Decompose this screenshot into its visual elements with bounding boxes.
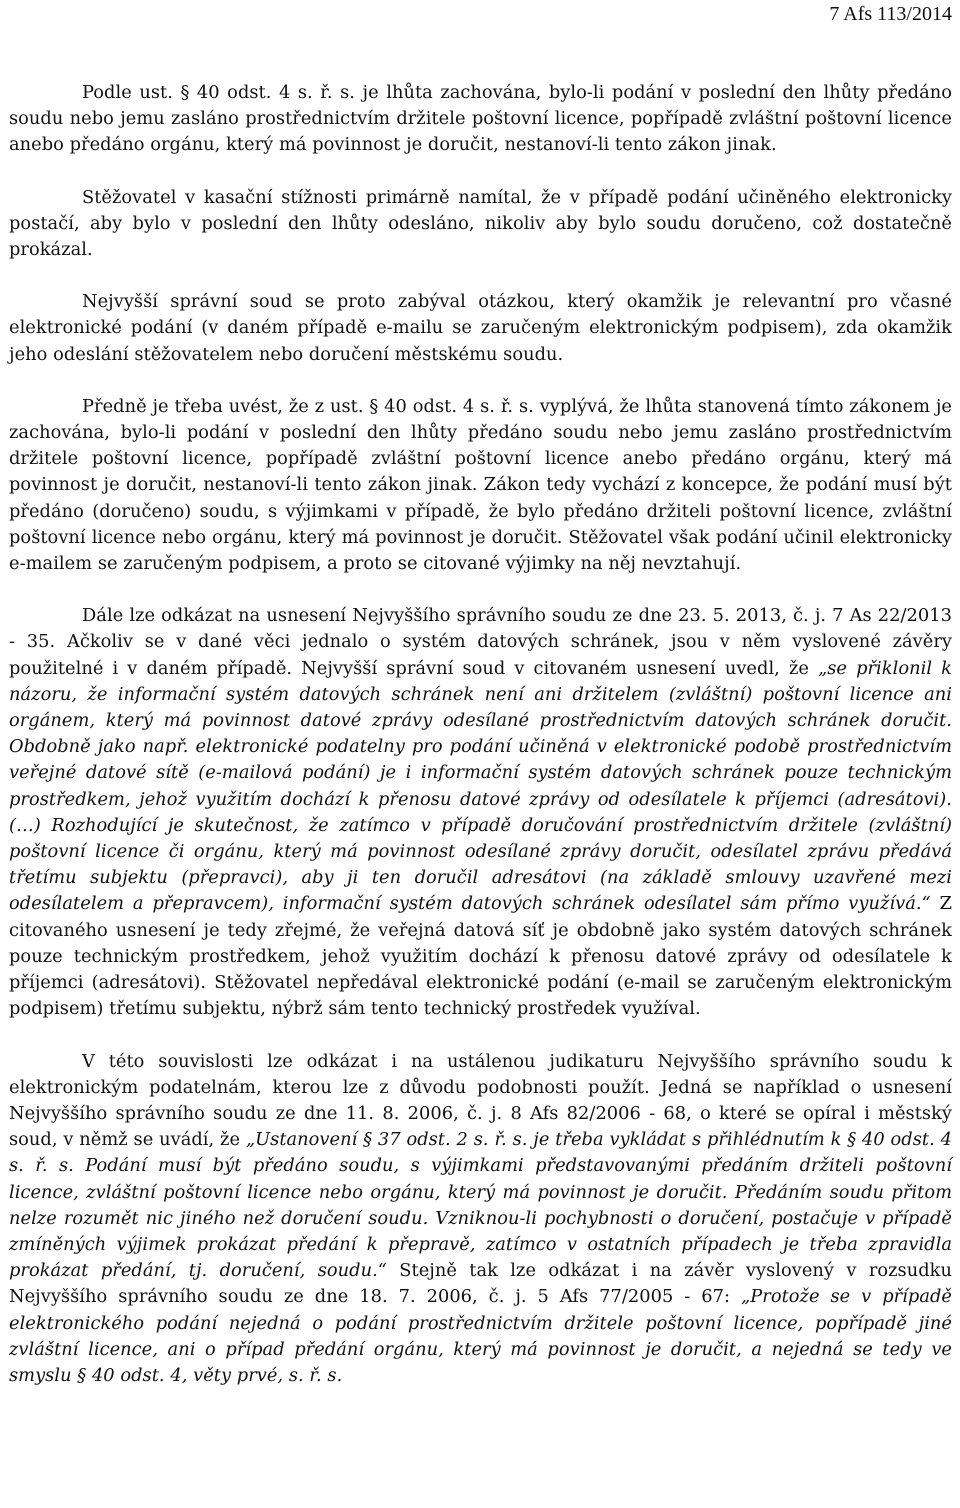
paragraph-section-40-citation: [9, 80, 952, 159]
text-segment: Nejvyšší správní soud se proto zabýval otázkou, který okamžik je relevantní pro včasné elektronické podání (v daném případě e-mailu se zaručeným elektronickým podpisem), zda okamžik jeho odeslání stěžovatelem nebo doručení městskému soudu.: [9, 291, 952, 365]
text-segment: Předně je třeba uvést, že z ust. § 40 odst. 4 s. ř. s. vyplývá, že lhůta stanovená tímto zákonem je zachována, bylo-li podání v poslední den lhůty předáno soudu nebo jemu zasláno prostřednictvím držitele poštovní licence, popřípadě zvláštní poštovní licence anebo předáno orgánu, který má povinnost je doručit, nestanoví-li tento zákon jinak. Zákon tedy vychází z koncepce, že podání musí být předáno (doručeno) soudu, s výjimkami v případě, že bylo předáno držiteli poštovní licence, zvláštní poštovní licence nebo orgánu, který má povinnost je doručit. Stěžovatel však podání učinil elektronicky e-mailem se zaručeným podpisem, a proto se citované výjimky na něj nevztahují.: [9, 395, 952, 575]
quoted-text-segment: „se přiklonil k názoru, že informační systém datových schránek není ani držitelem (zvláštní) poštovní licence ani orgánem, který má povinnost datové zprávy odesílané prostřednictvím datových schránek doručit. Obdobně jako např. elektronické podatelny pro podání učiněná v elektronické podobě prostřednictvím veřejné datové sítě (e-mailová podání) je i informační systém datových schránek pouze technickým prostředkem, jehož využitím dochází k přenosu datové zprávy od odesílatele k příjemci (adresátovi). (…) Rozhodující je skutečnost, že zatímco v případě doručování prostřednictvím držitele (zvláštní) poštovní licence či orgánu, který má povinnost odesílané zprávy doručit, odesílatel zprávu předává třetímu subjektu (přepravci), aby ji ten doručil adresátovi (na základě smlouvy uzavřené mezi odesílatelem a přepravcem), informační systém datových schránek odesílatel sám přímo využívá.“: [9, 657, 952, 915]
paragraph-data-box-resolution: [9, 603, 952, 1022]
text-segment: Stejně tak lze odkázat i na závěr vyslovený v rozsudku Nejvyššího správního soudu ze dne 18. 7. 2006, č. j. 5 Afs 77/2005 - 67:: [9, 1260, 952, 1308]
document-body: [9, 0, 952, 1389]
text-segment: Dále lze odkázat na usnesení Nejvyššího správního soudu ze dne 23. 5. 2013, č. j. 7 As 22/2013 - 35. Ačkoliv se v dané věci jednalo o systém datových schránek, jsou v něm vyslovené závěry použitelné i v daném případě. Nejvyšší správní soud v citovaném usnesení uvedl, že: [9, 605, 952, 679]
paragraph-case-law-reference: [9, 1049, 952, 1390]
text-segment: Podle ust. § 40 odst. 4 s. ř. s. je lhůta zachována, bylo-li podání v poslední den lhůty předáno soudu nebo jemu zasláno prostřednictvím držitele poštovní licence, popřípadě zvláštní poštovní licence anebo předáno orgánu, který má povinnost je doručit, nestanoví-li tento zákon jinak.: [9, 82, 952, 156]
quoted-text-segment: „Ustanovení § 37 odst. 2 s. ř. s. je třeba vykládat s přihlédnutím k § 40 odst. 4 s. ř. s. Podání musí být předáno soudu, s výjimkami představovanými předáním držiteli poštovní licence, zvláštní poštovní licence nebo orgánu, který má povinnost je doručit. Předáním soudu přitom nelze rozumět nic jiného než doručení soudu. Vzniknou-li pochybnosti o doručení, postačuje v případě zmíněných výjimek prokázat předání k přepravě, zatímco v ostatních případech je třeba zpravidla prokázat předání, tj. doručení, soudu.“: [9, 1129, 952, 1282]
paragraph-court-question: [9, 289, 952, 368]
text-segment: Z citovaného usnesení je tedy zřejmé, že veřejná datová síť je obdobně jako systém datových schránek pouze technickým prostředkem, jehož využitím dochází k přenosu datové zprávy od odesílatele k příjemci (adresátovi). Stěžovatel nepředával elektronické podání (e-mail se zaručeným elektronickým podpisem) třetímu subjektu, nýbrž sám tento technický prostředek využíval.: [9, 893, 952, 1020]
paragraph-complaint-argument: [9, 185, 952, 264]
paragraph-statutory-analysis: [9, 394, 952, 577]
quoted-text-segment: „Protože se v případě elektronického podání nejedná o podání prostřednictvím držitele poštovní licence, popřípadě jiné zvláštní licence, ani o případ předání orgánu, který má povinnost je doručit, a nejedná se tedy ve smyslu § 40 odst. 4, věty prvé, s. ř. s.: [9, 1286, 952, 1386]
text-segment: V této souvislosti lze odkázat i na ustálenou judikaturu Nejvyššího správního soudu k elektronickým podatelnám, kterou lze z důvodu podobnosti použít. Jedná se například o usnesení Nejvyššího správního soudu ze dne 11. 8. 2006, č. j. 8 Afs 82/2006 - 68, o které se opíral i městský soud, v němž se uvádí, že: [9, 1050, 952, 1151]
case-number-header: 7 Afs 113/2014: [829, 3, 952, 25]
text-segment: Stěžovatel v kasační stížnosti primárně namítal, že v případě podání učiněného elektronicky postačí, aby bylo v poslední den lhůty odesláno, nikoliv aby bylo soudu doručeno, což dostatečně prokázal.: [9, 186, 952, 261]
